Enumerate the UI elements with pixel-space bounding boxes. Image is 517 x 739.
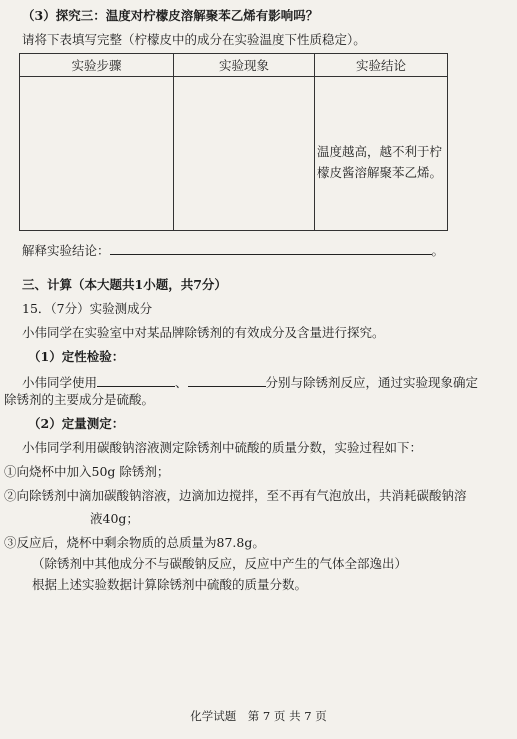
- conclusion-text: 温度越高，越不利于柠檬皮酱溶解聚苯乙烯。: [317, 144, 443, 180]
- part3-heading: 三、计算（本大题共1小题，共7分）: [22, 277, 227, 292]
- quantitative-intro: 小伟同学利用碳酸钠溶液测定除锈剂中硫酸的质量分数，实验过程如下：: [22, 440, 423, 455]
- steps-cell[interactable]: [20, 77, 174, 231]
- section3-instruction: 请将下表填写完整（柠檬皮中的成分在实验温度下性质稳定）。: [22, 32, 366, 47]
- table-header-conclusion: 实验结论: [315, 54, 448, 77]
- table-header-row: [20, 54, 448, 77]
- note: （除锈剂中其他成分不与碳酸钠反应，反应中产生的气体全部逸出）: [32, 556, 408, 571]
- section3-heading: （3）探究三：温度对柠檬皮溶解聚苯乙烯有影响吗？: [22, 8, 319, 23]
- q15-intro: 小伟同学在实验室中对某品牌除锈剂的有效成分及含量进行探究。: [22, 325, 385, 340]
- step3: ③反应后，烧杯中剩余物质的总质量为87.8g。: [4, 535, 265, 550]
- reagent2-blank[interactable]: [188, 373, 266, 387]
- table-header-phenomena: 实验现象: [174, 54, 315, 77]
- explain-end: 。: [431, 243, 445, 258]
- qualitative-line1: [22, 373, 478, 391]
- qualitative-title: （1）定性检验：: [28, 349, 125, 364]
- reagent1-blank[interactable]: [97, 373, 175, 387]
- explain-line: [22, 241, 444, 259]
- qualitative-line2: 除锈剂的主要成分是硫酸。: [4, 392, 155, 407]
- qual-text-a: 小伟同学使用: [22, 375, 98, 390]
- step1: ①向烧杯中加入50g 除锈剂；: [4, 464, 170, 479]
- phenomena-cell[interactable]: [174, 77, 315, 231]
- page-footer: 化学试题 第 7 页 共 7 页: [190, 709, 327, 723]
- table-header-steps: 实验步骤: [20, 54, 174, 77]
- quantitative-title: （2）定量测定：: [28, 416, 125, 431]
- explain-answer-blank[interactable]: [110, 241, 432, 255]
- task: 根据上述实验数据计算除锈剂中硫酸的质量分数。: [32, 577, 308, 592]
- qual-text-b: 分别与除锈剂反应，通过实验现象确定: [265, 375, 479, 390]
- explain-label: 解释实验结论：: [22, 243, 110, 258]
- qual-sep: 、: [175, 375, 188, 390]
- step2-line1: ②向除锈剂中滴加碳酸钠溶液，边滴加边搅拌，至不再有气泡放出，共消耗碳酸钠溶: [4, 488, 467, 503]
- q15-title: 15．（7分）实验测成分: [22, 301, 153, 316]
- step2-line2: 液40g；: [90, 511, 139, 526]
